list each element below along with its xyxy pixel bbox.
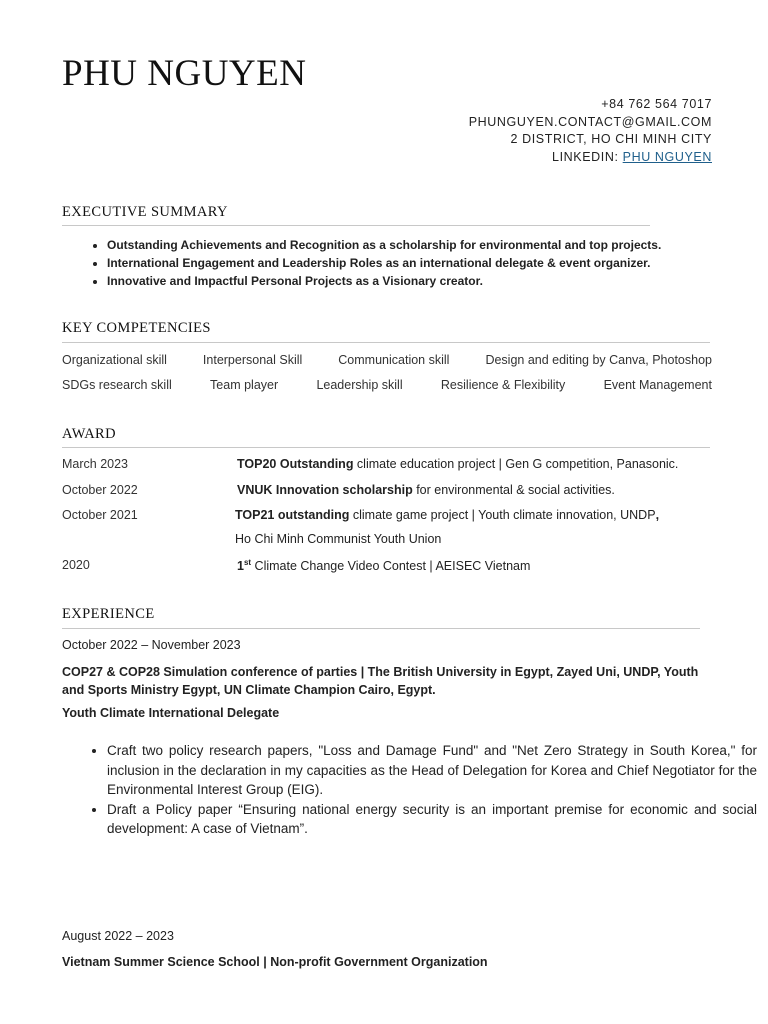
award-highlight: 1: [237, 559, 244, 574]
award-highlight: TOP21 outstanding: [235, 508, 350, 522]
competency-item: Team player: [210, 378, 279, 392]
competency-item: Organizational skill: [62, 353, 167, 367]
competency-row: [62, 353, 712, 367]
award-date: March 2023: [62, 457, 129, 471]
linkedin-line: [469, 149, 712, 167]
job-period: August 2022 – 2023: [62, 929, 174, 943]
job-bullet: • Draft a Policy paper “Ensuring national energy security is an important premise for economic and social development: A case of Vietnam”.: [107, 800, 757, 839]
competency-item: Design and editing by Canva, Photoshop: [485, 353, 712, 367]
award-description: [237, 483, 615, 497]
ordinal-suffix: st: [243, 558, 252, 567]
competency-item: Communication skill: [338, 353, 450, 367]
summary-item: • Outstanding Achievements and Recognition as a scholarship for environmental and top projects.: [107, 236, 757, 254]
competency-item: Event Management: [603, 378, 712, 392]
summary-item: • Innovative and Impactful Personal Projects as a Visionary creator.: [107, 272, 757, 290]
award-detail: climate education project | Gen G competition, Panasonic.: [353, 457, 679, 471]
award-description: [235, 508, 659, 522]
email-address: PHUNGUYEN.CONTACT@GMAIL.COM: [468, 114, 712, 129]
section-title-experience: EXPERIENCE: [62, 606, 155, 622]
linkedin-label: LINKEDIN:: [552, 149, 623, 164]
section-title-executive-summary: EXECUTIVE SUMMARY: [62, 204, 228, 220]
award-detail: for environmental & social activities.: [412, 483, 615, 497]
contact-block: [469, 96, 712, 166]
award-date: 2020: [62, 558, 90, 572]
job-role: Youth Climate International Delegate: [62, 706, 280, 720]
award-detail: Climate Change Video Contest | AEISEC Vietnam: [251, 559, 531, 574]
award-highlight: TOP20 Outstanding: [237, 457, 354, 471]
candidate-name: PHU NGUYEN: [62, 53, 307, 94]
competency-item: Resilience & Flexibility: [440, 378, 566, 392]
job-bullet: • Craft two policy research papers, "Loss and Damage Fund" and "Net Zero Strategy in South Korea," for inclusion in the declaration in my capacities as the Head of Delegation for Korea and Chief Negotiator for the Environmental Interest Group (EIG).: [107, 741, 757, 800]
section-divider: [62, 447, 710, 448]
section-divider: [62, 342, 710, 343]
linkedin-link[interactable]: PHU NGUYEN: [622, 149, 712, 164]
job-organization: COP27 & COP28 Simulation conference of parties | The British University in Egypt, Zayed Uni, UNDP, Youth and Sports Ministry Egypt, UN Climate Champion Cairo, Egypt.: [62, 665, 699, 697]
job-bullet-list: [62, 741, 757, 839]
competency-item: Interpersonal Skill: [202, 353, 303, 367]
award-description: [237, 558, 530, 573]
section-divider: [62, 628, 700, 629]
competency-row: [62, 378, 712, 392]
award-highlight: VNUK Innovation scholarship: [237, 483, 413, 497]
summary-item: • International Engagement and Leadership Roles as an international delegate & event organizer.: [107, 254, 757, 272]
section-title-award: AWARD: [62, 426, 117, 442]
award-detail: climate game project | Youth climate innovation, UNDP: [349, 508, 656, 522]
job-organization: Vietnam Summer Science School | Non-profit Government Organization: [62, 955, 488, 969]
competency-item: Leadership skill: [316, 378, 403, 392]
section-title-key-competencies: KEY COMPETENCIES: [62, 320, 211, 336]
job-period: October 2022 – November 2023: [62, 638, 241, 652]
award-date: October 2022: [62, 483, 138, 497]
summary-list: [62, 236, 757, 290]
competency-item: SDGs research skill: [62, 378, 172, 392]
home-address: 2 DISTRICT, HO CHI MINH CITY: [510, 132, 712, 146]
section-divider: [62, 225, 650, 226]
award-punctuation: ,: [655, 508, 660, 522]
award-description-continued: Ho Chi Minh Communist Youth Union: [235, 532, 442, 546]
phone-number: +84 762 564 7017: [601, 97, 712, 111]
award-date: October 2021: [62, 508, 138, 522]
award-description: [237, 457, 678, 471]
